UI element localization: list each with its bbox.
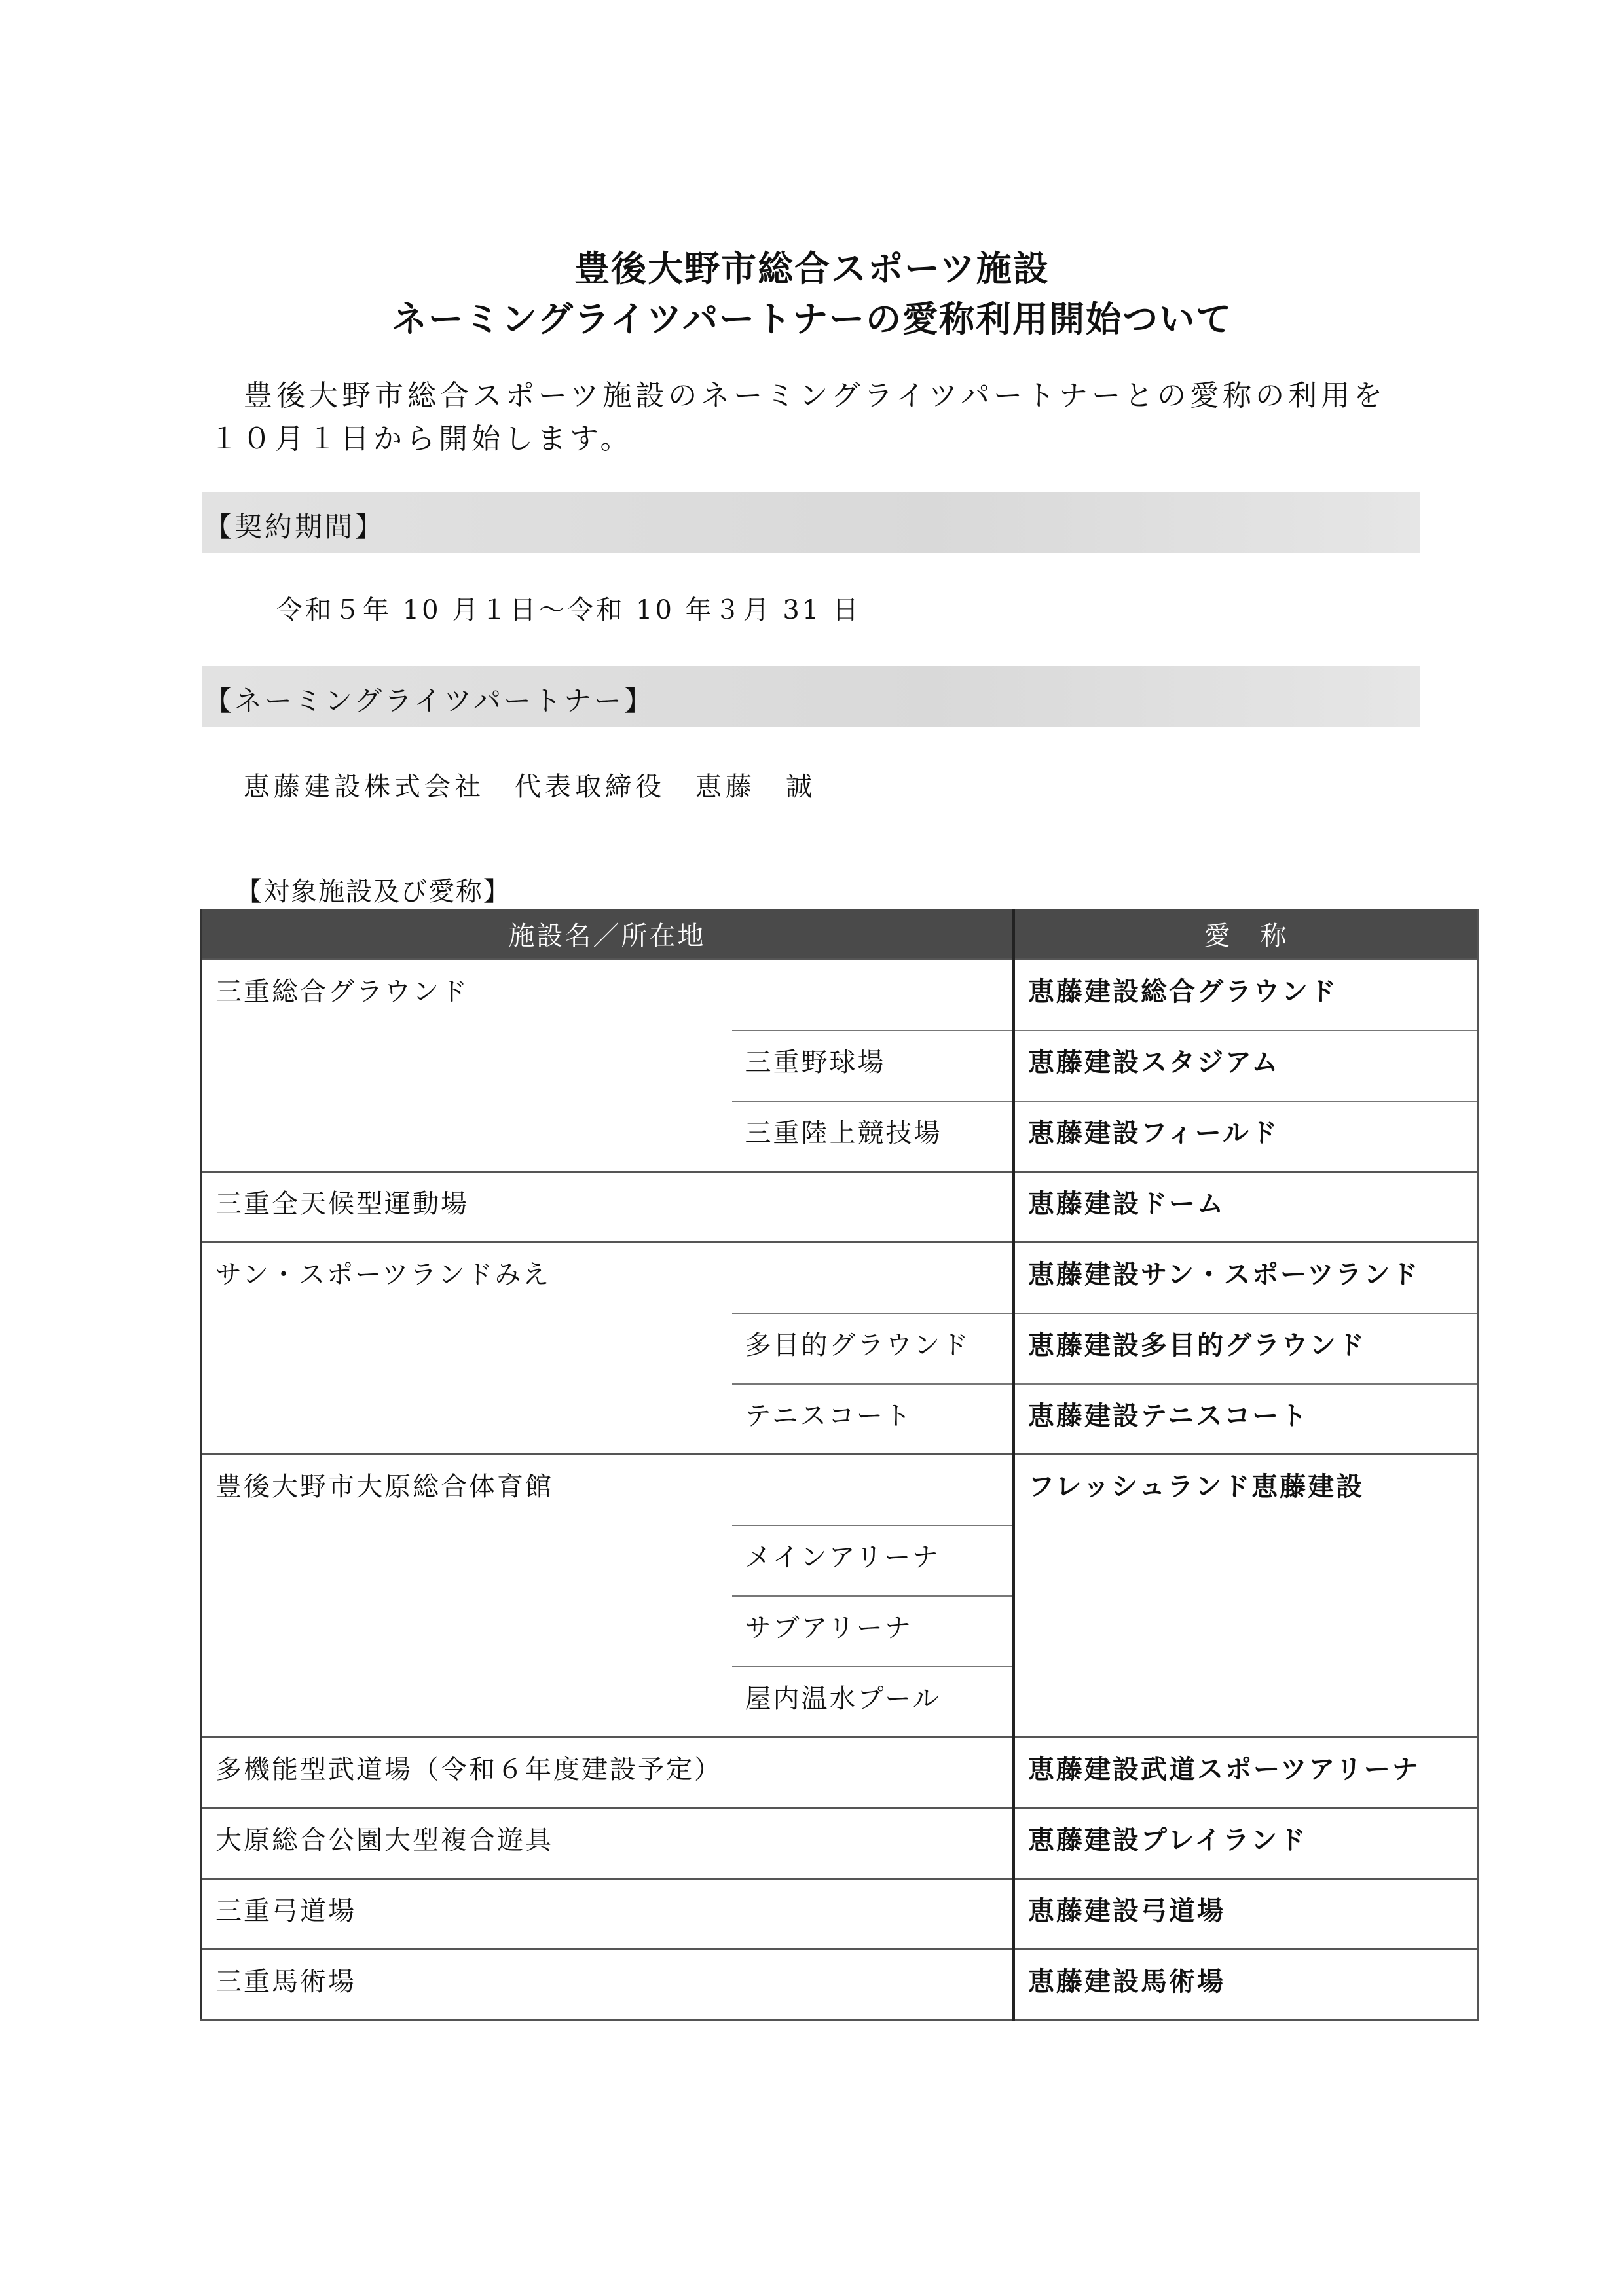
facility-name-cell: 大原総合公園大型複合遊具 xyxy=(202,1808,732,1879)
table-row xyxy=(202,1525,1479,1596)
table-row xyxy=(202,1879,1479,1950)
table-row xyxy=(202,1172,1479,1243)
sub-facility-cell xyxy=(732,1808,1014,1879)
nickname-cell: 恵藤建設弓道場 xyxy=(1014,1879,1479,1950)
sub-facility-cell: メインアリーナ xyxy=(732,1525,1014,1596)
sub-facility-cell xyxy=(732,1879,1014,1950)
partner-name: 恵藤建設株式会社 代表取締役 恵藤 誠 xyxy=(244,772,816,802)
sub-facility-cell: サブアリーナ xyxy=(732,1596,1014,1667)
facility-name-cell xyxy=(202,1384,732,1455)
sub-facility-cell: テニスコート xyxy=(732,1384,1014,1455)
table-row xyxy=(202,1808,1479,1879)
header-nickname: 愛 称 xyxy=(1014,909,1479,960)
table-row xyxy=(202,960,1479,1030)
nickname-cell: フレッシュランド恵藤建設 xyxy=(1014,1455,1479,1525)
table-row xyxy=(202,1030,1479,1101)
sub-facility-cell xyxy=(732,1243,1014,1313)
contract-heading-bar xyxy=(202,492,1420,553)
facility-name-cell xyxy=(202,1313,732,1384)
facility-name-cell xyxy=(202,1667,732,1738)
table-row xyxy=(202,1243,1479,1313)
nickname-cell: 恵藤建設テニスコート xyxy=(1014,1384,1479,1455)
partner-heading-bar xyxy=(202,666,1420,727)
nickname-cell xyxy=(1014,1667,1479,1738)
sub-facility-cell xyxy=(732,1172,1014,1243)
table-row xyxy=(202,1101,1479,1172)
document-title-line1: 豊後大野市総合スポーツ施設 xyxy=(574,247,1050,289)
sub-facility-cell xyxy=(732,1455,1014,1525)
table-row xyxy=(202,1950,1479,2020)
nickname-cell: 恵藤建設スタジアム xyxy=(1014,1030,1479,1101)
facility-name-cell xyxy=(202,1525,732,1596)
facility-name-cell: 三重馬術場 xyxy=(202,1950,732,2020)
table-row xyxy=(202,1313,1479,1384)
table-row xyxy=(202,1738,1479,1808)
sub-facility-cell: 三重陸上競技場 xyxy=(732,1101,1014,1172)
nickname-cell: 恵藤建設サン・スポーツランド xyxy=(1014,1243,1479,1313)
intro-line1: 豊後大野市総合スポーツ施設のネーミングライツパートナーとの愛称の利用を xyxy=(244,379,1387,412)
nickname-cell xyxy=(1014,1596,1479,1667)
facility-name-cell xyxy=(202,1101,732,1172)
table-row xyxy=(202,1596,1479,1667)
sub-facility-cell: 三重野球場 xyxy=(732,1030,1014,1101)
nickname-cell: 恵藤建設プレイランド xyxy=(1014,1808,1479,1879)
facility-table xyxy=(200,909,1479,2021)
facility-name-cell xyxy=(202,1596,732,1667)
facility-name-cell: 三重総合グラウンド xyxy=(202,960,732,1030)
facility-name-cell: サン・スポーツランドみえ xyxy=(202,1243,732,1313)
table-row xyxy=(202,1455,1479,1525)
nickname-cell: 恵藤建設フィールド xyxy=(1014,1101,1479,1172)
sub-facility-cell: 屋内温水プール xyxy=(732,1667,1014,1738)
facility-name-cell: 豊後大野市大原総合体育館 xyxy=(202,1455,732,1525)
sub-facility-cell xyxy=(732,960,1014,1030)
facility-name-cell: 多機能型武道場（令和６年度建設予定） xyxy=(202,1738,732,1808)
contract-period: 令和５年 10 月１日～令和 10 年３月 31 日 xyxy=(276,595,861,625)
nickname-cell: 恵藤建設多目的グラウンド xyxy=(1014,1313,1479,1384)
document-title-line2: ネーミングライツパートナーの愛称利用開始ついて xyxy=(391,298,1233,340)
header-facility: 施設名／所在地 xyxy=(202,909,1014,960)
table-row xyxy=(202,1667,1479,1738)
nickname-cell xyxy=(1014,1525,1479,1596)
nickname-cell: 恵藤建設武道スポーツアリーナ xyxy=(1014,1738,1479,1808)
intro-line2: １０月１日から開始します。 xyxy=(210,422,633,456)
contract-heading: 【契約期間】 xyxy=(204,511,386,543)
table-row xyxy=(202,1384,1479,1455)
facility-name-cell xyxy=(202,1030,732,1101)
nickname-cell: 恵藤建設ドーム xyxy=(1014,1172,1479,1243)
facility-name-cell: 三重全天候型運動場 xyxy=(202,1172,732,1243)
nickname-cell: 恵藤建設馬術場 xyxy=(1014,1950,1479,2020)
facility-name-cell: 三重弓道場 xyxy=(202,1879,732,1950)
sub-facility-cell xyxy=(732,1738,1014,1808)
table-caption: 【対象施設及び愛称】 xyxy=(236,877,511,907)
sub-facility-cell xyxy=(732,1950,1014,2020)
partner-heading: 【ネーミングライツパートナー】 xyxy=(204,685,655,717)
nickname-cell: 恵藤建設総合グラウンド xyxy=(1014,960,1479,1030)
sub-facility-cell: 多目的グラウンド xyxy=(732,1313,1014,1384)
table-header-row xyxy=(202,909,1479,960)
